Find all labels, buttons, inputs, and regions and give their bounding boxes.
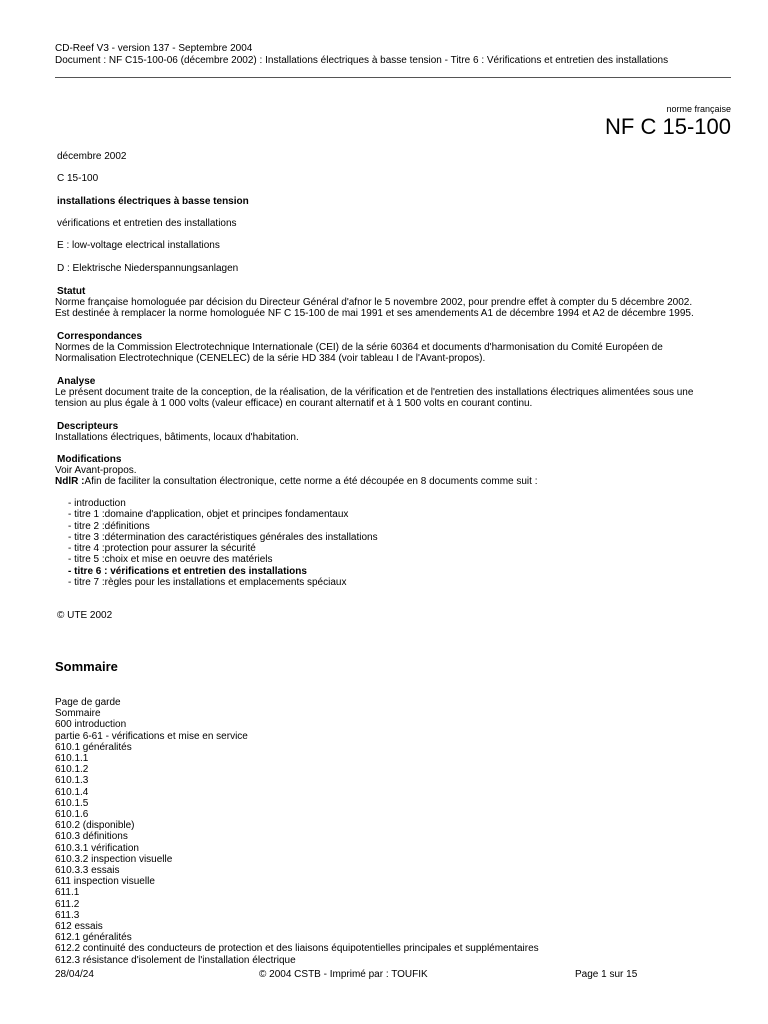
sommaire-item[interactable]: 612.3 résistance d'isolement de l'installation électrique — [55, 954, 296, 966]
sommaire-list — [55, 697, 539, 966]
documents-list-item: - titre 3 :détermination des caractéristiques générales des installations — [68, 531, 378, 543]
footer-date: 28/04/24 — [55, 969, 94, 980]
sommaire-item[interactable]: 610.1.6 — [55, 809, 89, 821]
documents-list-item: - titre 4 :protection pour assurer la sécurité — [68, 543, 256, 555]
sommaire-item[interactable]: 610.1.1 — [55, 753, 89, 765]
doc-header-line2: Document : NF C15-100-06 (décembre 2002) : Installations électriques à basse tension - Titre 6 : Vérifications et entretien des installations — [55, 55, 669, 66]
header-divider — [55, 77, 731, 78]
ndlr-label: NdlR : — [55, 476, 85, 487]
sommaire-item[interactable]: 610.3.1 vérification — [55, 842, 139, 854]
doc-date: décembre 2002 — [57, 151, 127, 162]
norme-title: NF C 15-100 — [605, 114, 731, 139]
sommaire-item[interactable]: 610.1.4 — [55, 786, 89, 798]
sommaire-item[interactable]: 610.1.3 — [55, 775, 89, 787]
sommaire-item[interactable]: 610.1.2 — [55, 764, 89, 776]
sommaire-item[interactable]: 610.3.3 essais — [55, 865, 120, 877]
sommaire-item[interactable]: 610.2 (disponible) — [55, 820, 135, 832]
analyse-heading: Analyse — [57, 376, 96, 387]
documents-list-item: - titre 2 :définitions — [68, 520, 150, 532]
ndlr-text: Afin de faciliter la consultation électronique, cette norme a été découpée en 8 documents comme suit : — [84, 476, 538, 487]
documents-list — [68, 498, 378, 588]
statut-line2: Est destinée à remplacer la norme homologuée NF C 15-100 de mai 1991 et ses amendements A1 de décembre 1994 et A2 de décembre 1995. — [55, 308, 694, 319]
sommaire-item[interactable]: 612 essais — [55, 921, 103, 933]
doc-code: C 15-100 — [57, 173, 99, 184]
doc-title-fr: installations électriques à basse tension — [57, 196, 249, 207]
modifications-line1: Voir Avant-propos. — [55, 465, 137, 476]
sommaire-item[interactable]: 612.2 continuité des conducteurs de protection et des liaisons équipotentielles principales et supplémentaires — [55, 943, 539, 955]
sommaire-item[interactable]: 610.1 généralités — [55, 741, 132, 753]
correspondances-line1: Normes de la Commission Electrotechnique Internationale (CEI) de la série 60364 et documents d'harmonisation du Comité Européen de — [55, 342, 663, 353]
footer-page-number: Page 1 sur 15 — [575, 969, 638, 980]
correspondances-line2: Normalisation Electrotechnique (CENELEC) de la série HD 384 (voir tableau I de l'Avant-propos). — [55, 353, 486, 364]
documents-list-item: - introduction — [68, 498, 126, 509]
analyse-line1: Le présent document traite de la conception, de la réalisation, de la vérification et de l'entretien des installations électriques alimentées sous une — [55, 387, 694, 398]
documents-list-item: - titre 6 : vérifications et entretien des installations — [68, 565, 307, 577]
sommaire-item[interactable]: Sommaire — [55, 708, 101, 720]
sommaire-item[interactable]: 610.3 définitions — [55, 831, 128, 843]
doc-title-de: D : Elektrische Niederspannungsanlagen — [57, 263, 239, 274]
doc-header-line1: CD-Reef V3 - version 137 - Septembre 2004 — [55, 43, 253, 54]
statut-heading: Statut — [57, 286, 86, 297]
sommaire-item[interactable]: partie 6-61 - vérifications et mise en service — [55, 730, 248, 742]
sommaire-item[interactable]: 610.3.2 inspection visuelle — [55, 853, 173, 865]
descripteurs-heading: Descripteurs — [57, 421, 119, 432]
statut-line1: Norme française homologuée par décision du Directeur Général d'afnor le 5 novembre 2002, pour prendre effet à compter du 5 décembre 2002. — [55, 297, 693, 308]
sommaire-item[interactable]: 611.1 — [55, 887, 80, 899]
sommaire-item[interactable]: 611.2 — [55, 898, 80, 910]
modifications-heading: Modifications — [57, 454, 122, 465]
copyright: © UTE 2002 — [57, 610, 113, 621]
footer-credit: © 2004 CSTB - Imprimé par : TOUFIK — [259, 969, 428, 980]
sommaire-item[interactable]: Page de garde — [55, 697, 121, 708]
documents-list-item: - titre 1 :domaine d'application, objet et principes fondamentaux — [68, 509, 349, 521]
sommaire-item[interactable]: 611 inspection visuelle — [55, 876, 155, 888]
analyse-line2: tension au plus égale à 1 000 volts (valeur efficace) en courant alternatif et à 1 500 volts en courant continu. — [55, 398, 533, 409]
norme-label: norme française — [666, 104, 731, 114]
sommaire-heading: Sommaire — [55, 659, 118, 674]
sommaire-item[interactable]: 611.3 — [55, 909, 80, 921]
sommaire-item[interactable]: 600 introduction — [55, 719, 127, 731]
doc-title-en: E : low-voltage electrical installations — [57, 240, 220, 251]
doc-subtitle-fr: vérifications et entretien des installations — [57, 218, 237, 229]
sommaire-item[interactable]: 612.1 généralités — [55, 932, 132, 944]
documents-list-item: - titre 5 :choix et mise en oeuvre des matériels — [68, 554, 273, 566]
ndlr-note — [55, 476, 538, 487]
descripteurs-line1: Installations électriques, bâtiments, locaux d'habitation. — [55, 432, 299, 443]
correspondances-heading: Correspondances — [57, 331, 143, 342]
documents-list-item: - titre 7 :règles pour les installations et emplacements spéciaux — [68, 577, 347, 589]
sommaire-item[interactable]: 610.1.5 — [55, 797, 89, 809]
